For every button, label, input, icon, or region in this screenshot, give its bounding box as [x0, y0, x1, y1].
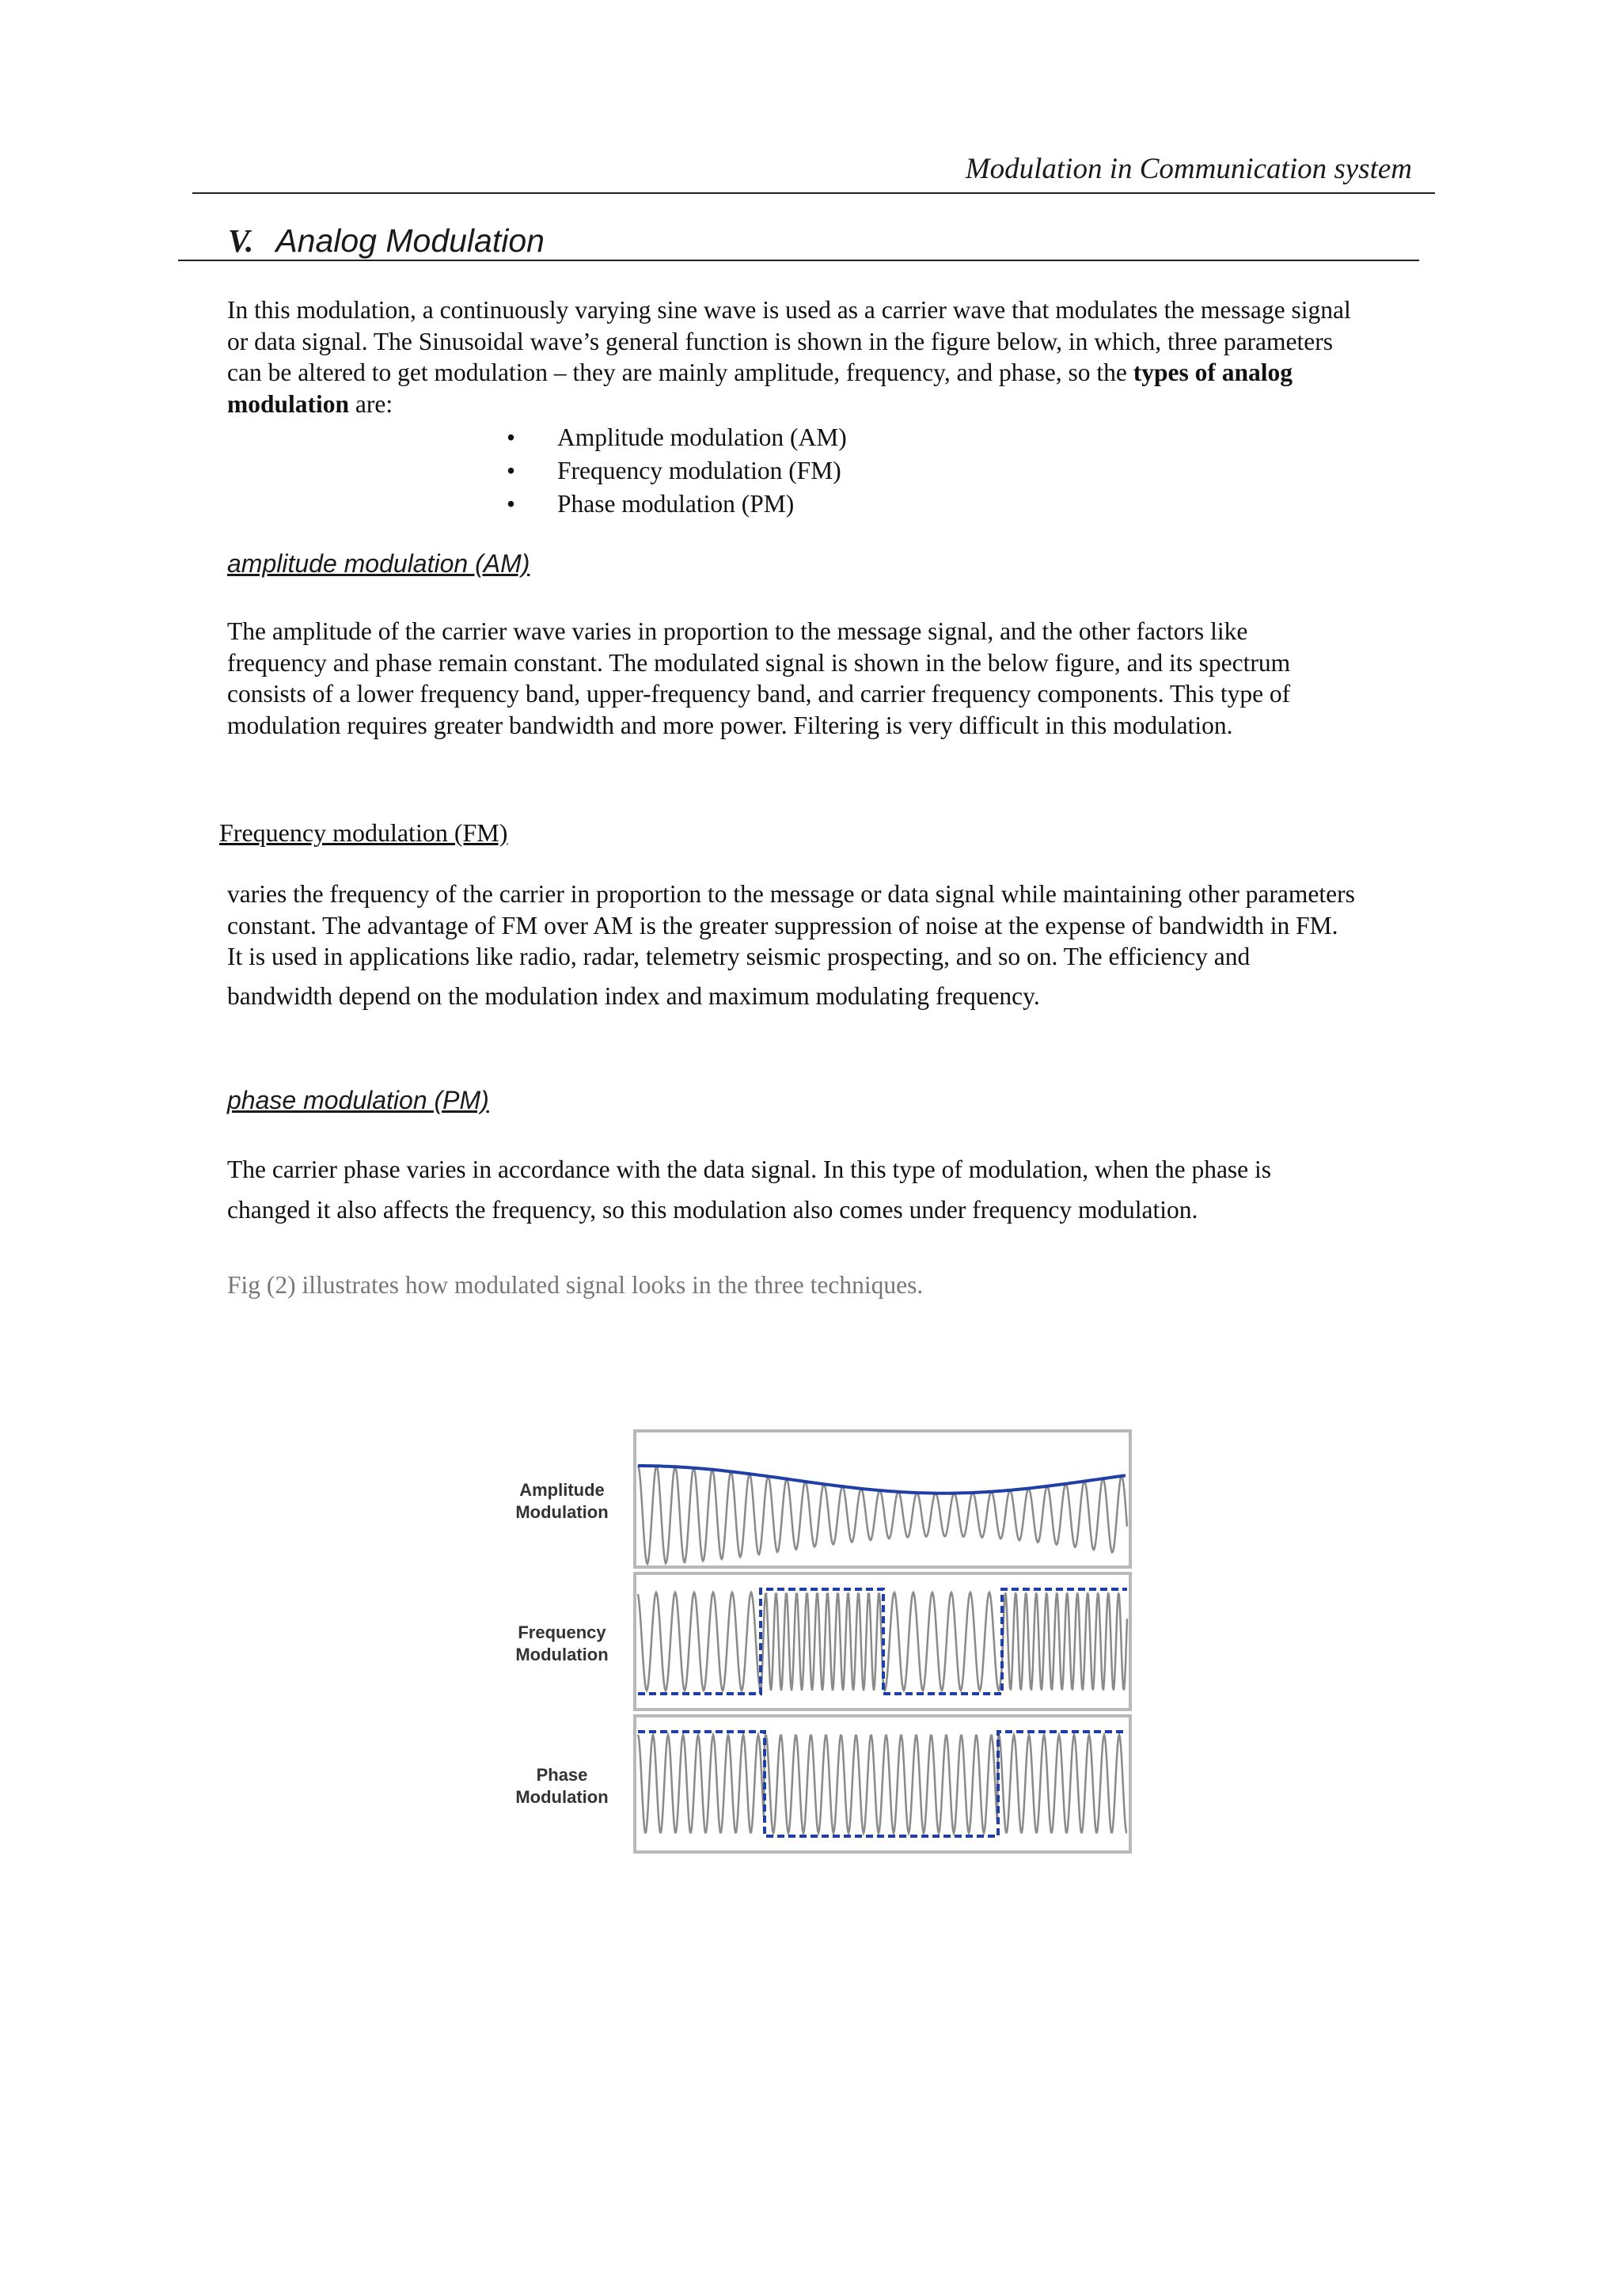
am-paragraph: The amplitude of the carrier wave varies in proportion to the message signal, and the other factors like frequency and phase remain constant. The modulated signal is shown in the below figure, and its spectrum consists of a lower frequency band, upper-frequency band, and carrier frequency components. This type of modulation requires greater bandwidth and more power. Filtering is very difficult in this modulation.	[227, 617, 1291, 739]
panel-label: Modulation	[515, 1645, 609, 1664]
section-title-text: Analog Modulation	[275, 222, 545, 259]
bullet-icon: •	[507, 423, 516, 451]
section-number: V.	[228, 222, 254, 259]
figure-caption: Fig (2) illustrates how modulated signal looks in the three techniques.	[227, 1271, 924, 1299]
running-header: Modulation in Communication system	[965, 153, 1412, 185]
modulation-figure	[507, 1425, 1140, 1868]
pm-heading: phase modulation (PM)	[227, 1086, 489, 1114]
bullet-icon: •	[507, 490, 516, 518]
section-title-rule	[178, 260, 1419, 261]
fm-heading: Frequency modulation (FM)	[219, 818, 508, 847]
panel-label: Modulation	[515, 1787, 609, 1807]
panel-label: Frequency	[518, 1622, 606, 1642]
modulation-waveforms	[507, 1425, 1140, 1868]
am-heading: amplitude modulation (AM)	[227, 549, 530, 578]
list-item: • Frequency modulation (FM)	[507, 454, 847, 488]
list-item: • Phase modulation (PM)	[507, 488, 847, 521]
panel-label: Amplitude	[519, 1480, 605, 1500]
modulation-types-list	[507, 421, 847, 521]
panel-label: Modulation	[515, 1502, 609, 1522]
intro-paragraph: In this modulation, a continuously varying sine wave is used as a carrier wave that modulates the message signal or data signal. The Sinusoidal wave’s general function is shown in the figure below, in which, three parameters can be altered to get modulation – they are mainly amplitude, frequency, and phase, so the types of analog modulation are:	[227, 296, 1351, 418]
fm-paragraph: varies the frequency of the carrier in proportion to the message or data signal while maintaining other parameters constant. The advantage of FM over AM is the greater suppression of noise at the expense of bandwidth in FM. It is used in applications like radio, radar, telemetry seismic prospecting, and so on. The efficiency and bandwidth depend on the modulation index and maximum modulating frequency.	[227, 880, 1355, 1010]
bullet-icon: •	[507, 457, 516, 484]
panel-label: Phase	[536, 1765, 588, 1785]
pm-paragraph: The carrier phase varies in accordance with the data signal. In this type of modulation, when the phase is changed it also affects the frequency, so this modulation also comes under frequency modulation.	[227, 1156, 1272, 1224]
header-rule	[192, 192, 1435, 194]
section-title	[228, 222, 545, 260]
list-item: • Amplitude modulation (AM)	[507, 421, 847, 454]
